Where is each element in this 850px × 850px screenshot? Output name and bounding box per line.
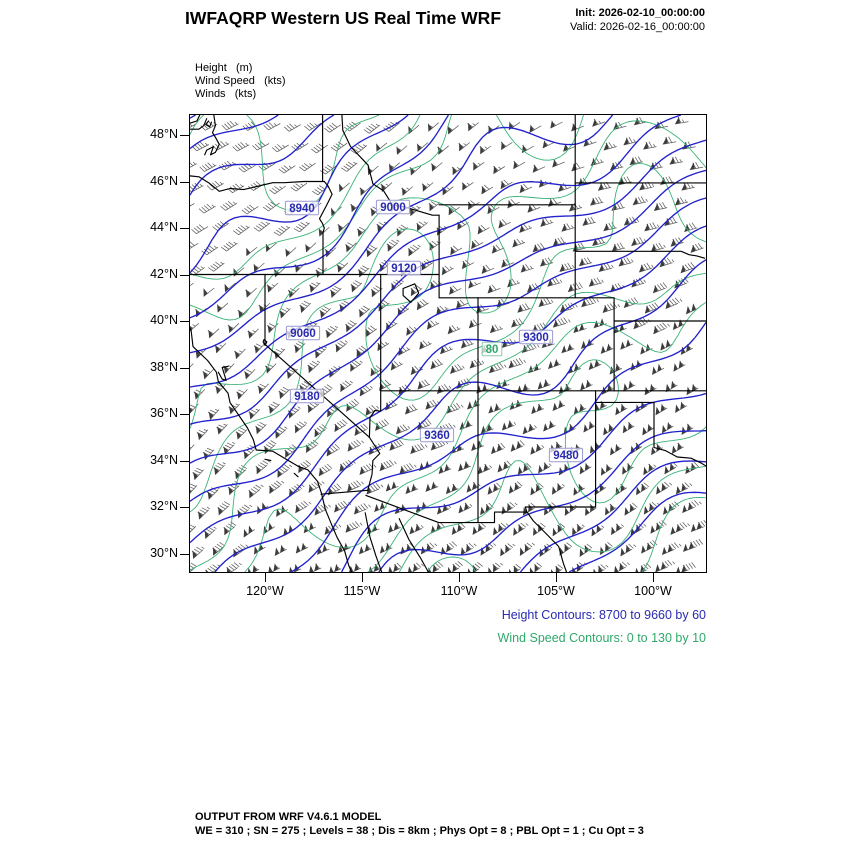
legend-windspeed-line: Wind Speed (kts)	[195, 74, 286, 87]
lon-tick-mark	[362, 573, 363, 582]
lon-tick-mark	[265, 573, 266, 582]
footer-model-line: OUTPUT FROM WRF V4.6.1 MODEL	[195, 811, 382, 823]
lat-tick-mark	[180, 182, 189, 183]
height-contour-label	[376, 200, 409, 214]
height-contour-label	[519, 330, 552, 344]
lat-tick-label: 42°N	[150, 266, 178, 281]
lat-tick-label: 38°N	[150, 359, 178, 374]
lon-tick-mark	[556, 573, 557, 582]
lat-tick-label: 32°N	[150, 499, 178, 513]
lat-tick-mark	[180, 368, 189, 369]
wind-contour-label	[482, 342, 502, 356]
weather-map-canvas	[190, 115, 706, 572]
lat-tick-mark	[180, 135, 189, 136]
height-contour-label	[420, 428, 453, 442]
height-contour-label	[387, 261, 420, 275]
lat-tick-label: 46°N	[150, 173, 178, 188]
legend-winds-line: Winds (kts)	[195, 87, 257, 100]
svg-text:9000: 9000	[380, 202, 406, 214]
height-contour-label	[549, 448, 582, 462]
lon-tick-label: 100°W	[634, 584, 672, 598]
footer-config-line: WE = 310 ; SN = 275 ; Levels = 38 ; Dis = 8km ; Phys Opt = 8 ; PBL Opt = 1 ; Cu Opt = 3	[195, 825, 644, 837]
svg-text:8940: 8940	[289, 203, 315, 215]
lat-tick-label: 36°N	[150, 406, 178, 420]
lon-tick-mark	[459, 573, 460, 582]
lon-tick-label: 105°W	[537, 584, 575, 598]
svg-text:9060: 9060	[290, 328, 316, 340]
svg-text:9360: 9360	[424, 430, 450, 442]
lon-tick-mark	[653, 573, 654, 582]
svg-text:9180: 9180	[294, 391, 320, 403]
svg-text:9300: 9300	[523, 332, 549, 344]
lat-tick-label: 34°N	[150, 452, 178, 467]
lon-tick-label: 110°W	[440, 584, 478, 598]
lat-tick-mark	[180, 228, 189, 229]
height-contour-label	[290, 389, 323, 403]
height-contour-label	[286, 326, 319, 340]
variable-legend	[195, 62, 285, 100]
lat-tick-mark	[180, 321, 189, 322]
contour-labels-layer	[285, 200, 582, 462]
lat-tick-label: 40°N	[150, 313, 178, 327]
lat-tick-mark	[180, 461, 189, 462]
lat-tick-mark	[180, 414, 189, 415]
lat-tick-mark	[180, 275, 189, 276]
lat-tick-label: 48°N	[150, 127, 178, 141]
lat-tick-label: 30°N	[150, 545, 178, 560]
lat-tick-mark	[180, 554, 189, 555]
page-title: IWFAQRP Western US Real Time WRF	[184, 8, 502, 28]
valid-timestamp: Valid: 2026-02-16_00:00:00	[570, 21, 705, 33]
legend-height-line: Height (m)	[195, 62, 253, 74]
svg-text:9120: 9120	[391, 263, 417, 275]
lat-tick-mark	[180, 507, 189, 508]
svg-text:9480: 9480	[553, 450, 579, 462]
map-frame	[189, 114, 707, 573]
height-contour-note: Height Contours: 8700 to 9660 by 60	[501, 608, 706, 622]
svg-text:80: 80	[485, 344, 499, 356]
height-contour-label	[285, 201, 318, 215]
lon-tick-label: 120°W	[246, 584, 284, 598]
lat-tick-label: 44°N	[150, 220, 178, 234]
lon-tick-label: 115°W	[343, 584, 381, 598]
init-timestamp: Init: 2026-02-10_00:00:00	[575, 7, 705, 19]
windspeed-contour-note: Wind Speed Contours: 0 to 130 by 10	[497, 631, 706, 645]
